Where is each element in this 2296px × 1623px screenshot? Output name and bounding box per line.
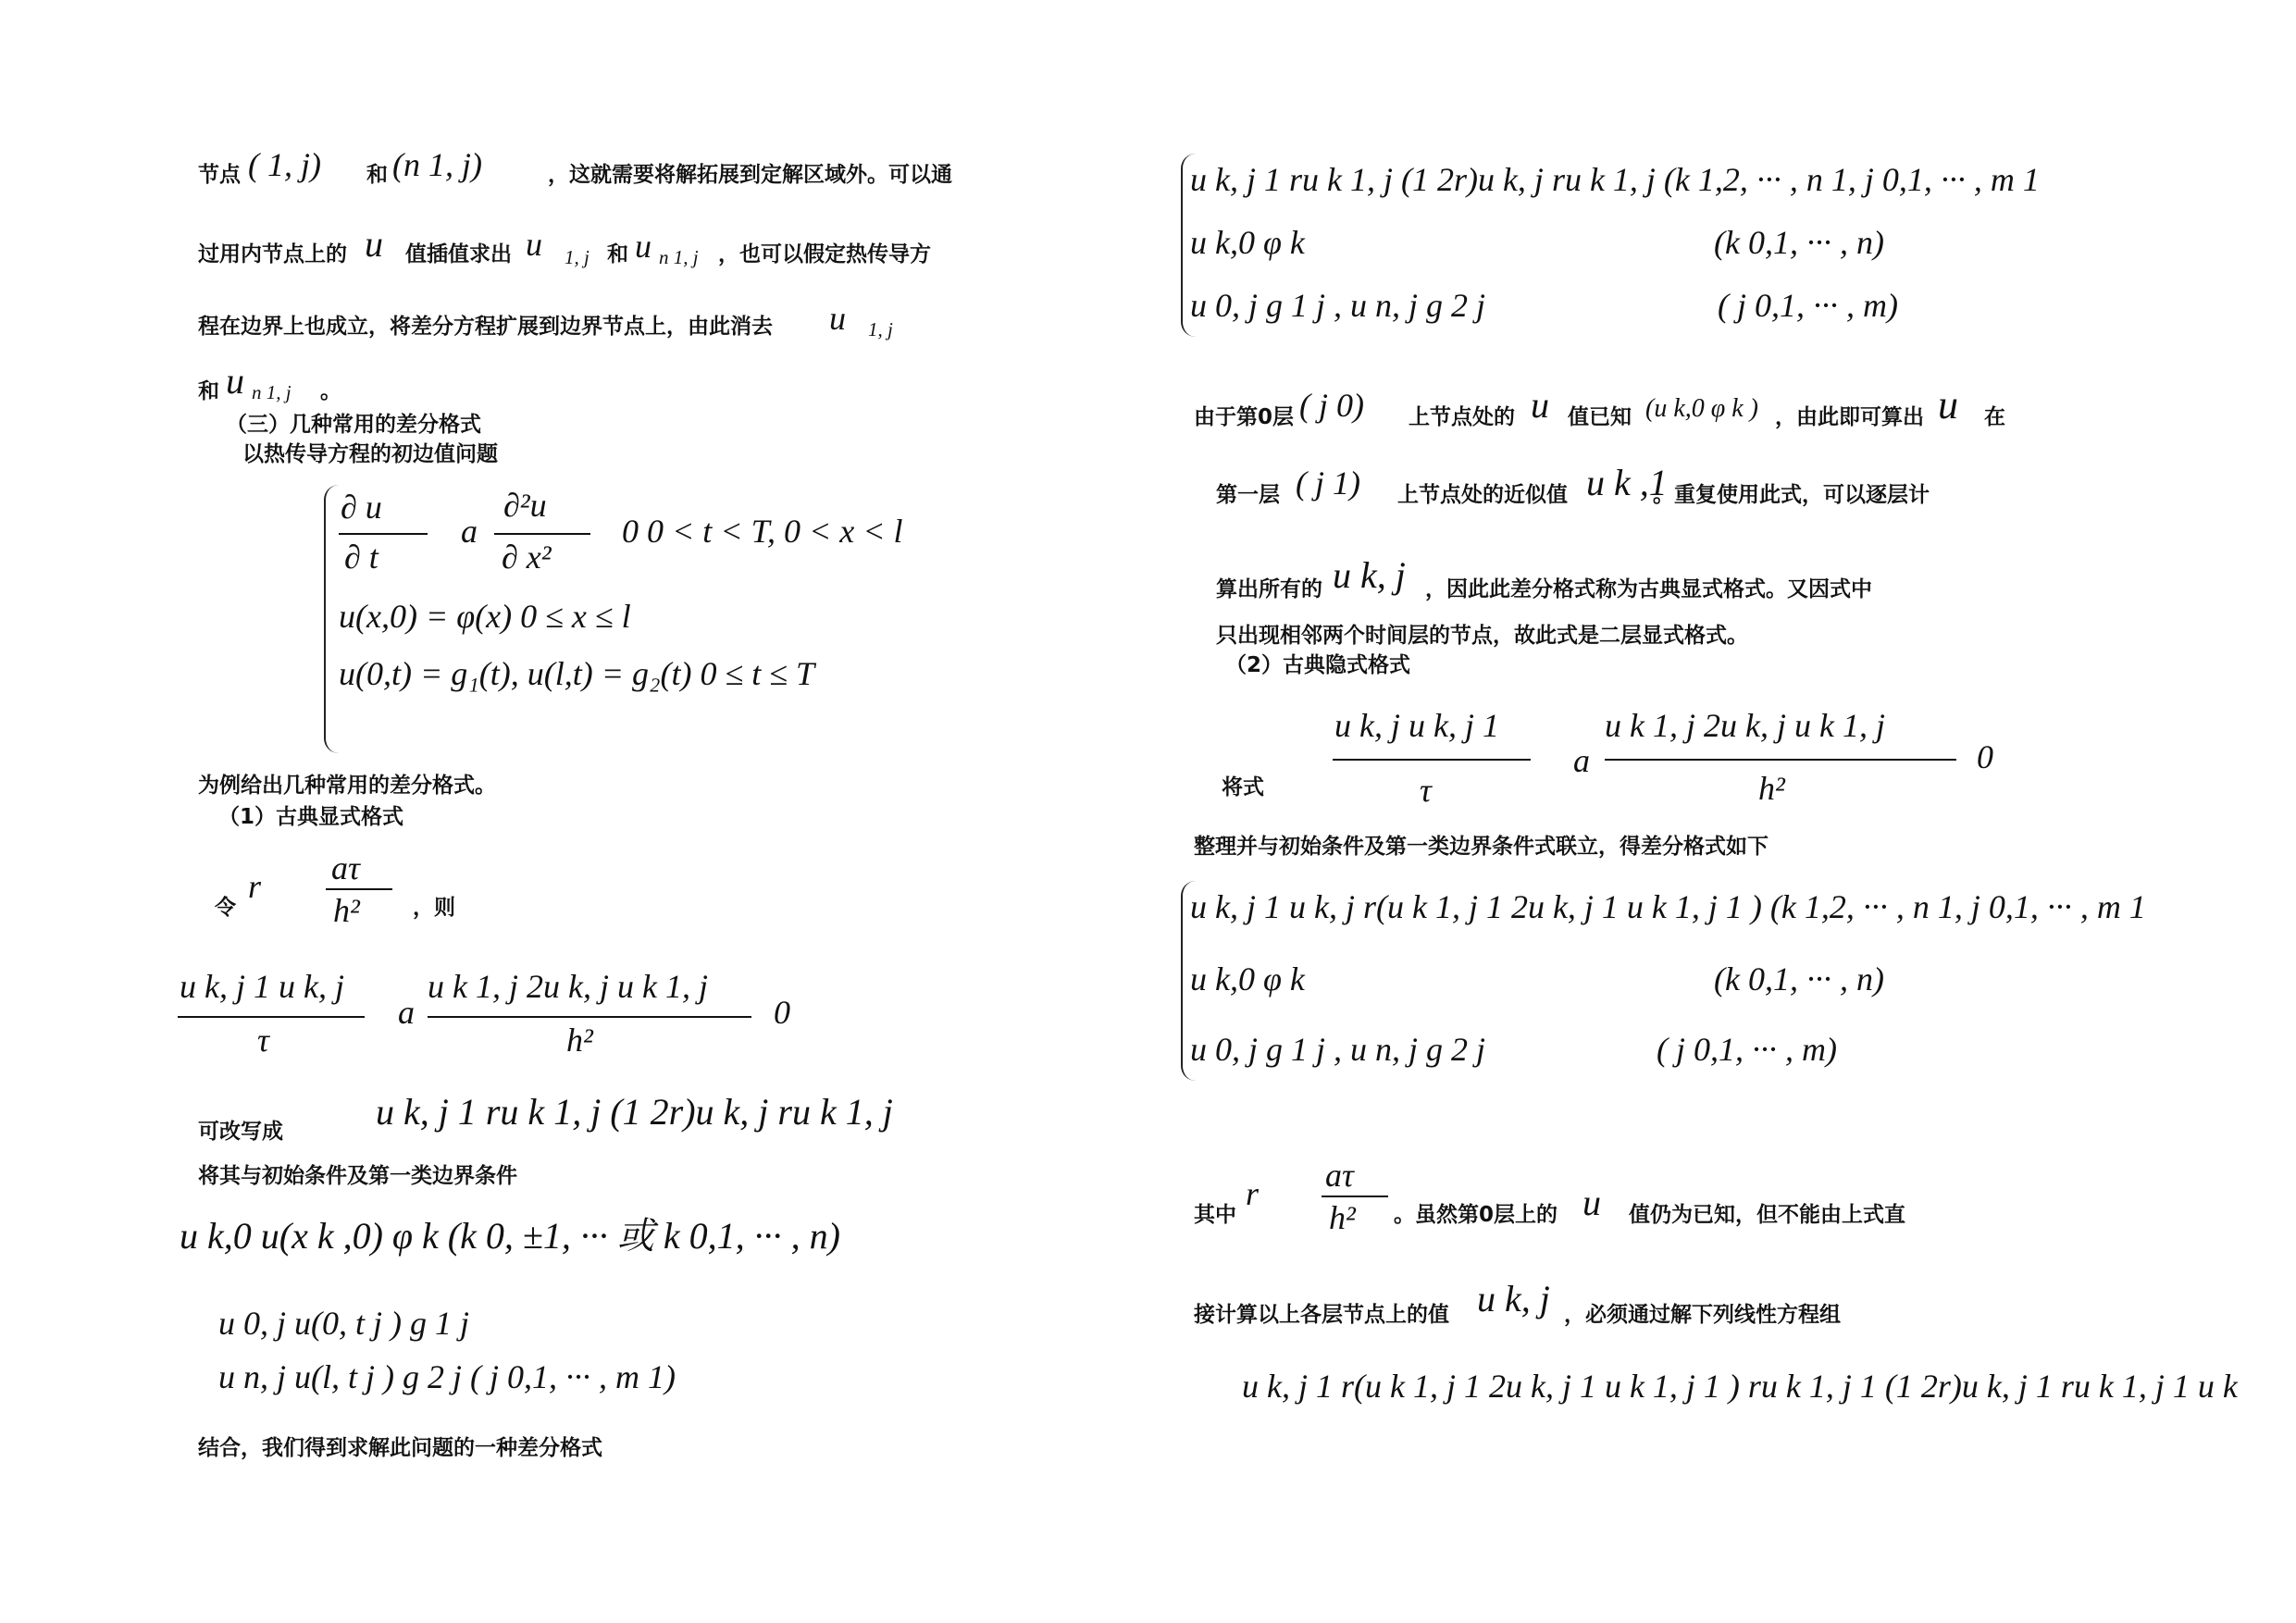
text-arrange: 整理并与初始条件及第一类边界条件式联立，得差分格式如下 [1194,835,1769,859]
implicit-eq-bar2 [1605,759,1956,761]
section-subheading: 以热传导方程的初边值问题 [242,442,498,466]
text-left-p1-l2d: ，也可以假定热传导方 [718,242,931,266]
implicit-eq-denominator2: h² [1758,770,1785,807]
text-left-p1-l3a: 程在边界上也成立，将差分方程扩展到边界节点上，由此消去 [198,315,773,339]
math-right-p2-u2: u [1938,382,1958,427]
text-left-p1-l4a: 和 [198,379,219,403]
math-right-p3-u: u [1582,1182,1601,1223]
math-rewrite-eq: u k, j 1 ru k 1, j (1 2r)u k, j ru k 1, j [376,1091,893,1133]
math-left-p1-u3: u [635,228,652,265]
text-left-p1-l4b: 。 [320,379,341,403]
math-initial-condition: u k,0 u(x k ,0) φ k (k 0, ±1, ··· 或 k 0,1, ··· , n) [180,1215,840,1257]
text-left-p1-l2c: 和 [607,242,628,266]
math-left-p1-u5: u [226,360,244,402]
pde-eq3: u(0,t) = g₁(t), u(l,t) = g₂(t) 0 ≤ t ≤ T [339,655,815,692]
math-let-numerator: aτ [331,849,360,886]
implicit-eq-numerator1: u k, j u k, j 1 [1334,707,1499,744]
text-right-p2-l3b: ，因此此差分格式称为古典显式格式。又因式中 [1425,577,1872,601]
explicit-eq-bar2 [428,1016,751,1018]
system1-line3-right: ( j 0,1, ··· , m) [1718,287,1898,324]
pde-eq2: u(x,0) = φ(x) 0 ≤ x ≤ l [339,598,631,635]
math-boundary1: u 0, j u(0, t j ) g 1 j [218,1305,469,1342]
math-right-p2-ukj: u k, j [1333,554,1406,596]
text-right-p2-l4: 只出现相邻两个时间层的节点，故此式是二层显式格式。 [1216,624,1748,648]
text-jiang: 将式 [1222,775,1264,799]
system2-line3-left: u 0, j g 1 j , u n, j g 2 j [1190,1031,1486,1068]
math-left-p1-node2: (n 1, j) [392,146,482,183]
text-right-p3-l1c: 值仍为已知，但不能由上式直 [1629,1203,1905,1227]
system1-line1: u k, j 1 ru k 1, j (1 2r)u k, j ru k 1, j (k 1,2, ··· , n 1, j 0,1, ··· , m 1 [1190,161,2040,198]
math-right-p2-layer0: ( j 0) [1299,387,1364,424]
math-left-p1-u4: u [829,300,846,337]
math-left-p1-u3-sub: n 1, j [659,246,699,268]
math-left-p1-node1: ( 1, j) [248,146,321,183]
explicit-eq-bar1 [178,1016,365,1018]
math-left-p1-u5-sub: n 1, j [252,381,292,403]
math-let-fraction-bar [326,888,392,890]
pde-system-brace [324,485,339,753]
implicit-eq-denominator1: τ [1420,772,1432,809]
text-right-p2-l1a: 由于第0层 [1194,405,1295,429]
implicit-eq-numerator2: u k 1, j 2u k, j u k 1, j [1605,707,1885,744]
system2-line2-right: (k 0,1, ··· , n) [1714,960,1884,997]
math-right-p2-known: (u k,0 φ k ) [1645,394,1758,423]
text-left-p1-l1a: 节点 [198,163,241,187]
implicit-eq-rest: 0 [1977,738,1993,775]
text-right-p2-l1e: 在 [1984,405,2005,429]
text-example: 为例给出几种常用的差分格式。 [198,774,496,798]
math-right-p3-r: r [1246,1175,1260,1212]
math-let-r: r [248,868,262,905]
math-boundary2: u n, j u(l, t j ) g 2 j ( j 0,1, ··· , m 1) [218,1358,676,1395]
math-right-p3-numerator: aτ [1325,1157,1354,1194]
subheading-explicit: （1）古典显式格式 [218,805,404,829]
text-left-p1-l2b: 值插值求出 [405,242,512,266]
implicit-eq-bar1 [1333,759,1531,761]
text-right-p3-l1a: 其中 [1194,1203,1236,1227]
text-right-p3-l2a: 接计算以上各层节点上的值 [1194,1303,1449,1327]
text-then: ，则 [413,896,455,920]
system1-line3-left: u 0, j g 1 j , u n, j g 2 j [1190,287,1486,324]
math-right-p3-ukj: u k, j [1477,1278,1550,1319]
text-left-p1-l1c: ，这就需要将解拓展到定解区域外。可以通 [548,163,952,187]
math-left-p1-u1: u [365,223,383,265]
text-right-p2-l2c: 。重复使用此式，可以逐层计 [1653,483,1930,507]
system2-line3-right: ( j 0,1, ··· , m) [1657,1031,1837,1068]
explicit-eq-rest: 0 [774,994,790,1031]
text-left-p1-l1b: 和 [366,163,388,187]
section-heading: （三）几种常用的差分格式 [226,413,481,437]
system1-line2-right: (k 0,1, ··· , n) [1714,224,1884,261]
math-left-p1-u2-sub: 1, j [565,246,590,268]
text-right-p2-l3a: 算出所有的 [1216,577,1322,601]
text-rewrite: 可改写成 [198,1120,283,1144]
math-let-denominator: h² [333,892,360,929]
text-right-p3-l2b: ，必须通过解下列线性方程组 [1564,1303,1841,1327]
text-right-p3-l1b: 。虽然第0层上的 [1394,1203,1558,1227]
text-left-p1-l2a: 过用内节点上的 [198,242,347,266]
math-right-p2-u1: u [1531,384,1549,426]
pde-eq1-numerator: ∂ u [341,489,382,526]
pde-eq1-coefficient: a [461,513,478,550]
pde-eq1-fraction-bar [339,533,428,535]
system2-line1: u k, j 1 u k, j r(u k 1, j 1 2u k, j 1 u k 1, j 1 ) (k 1,2, ··· , n 1, j 0,1, ··· , m 1 [1190,888,2146,925]
text-right-p2-l1d: ，由此即可算出 [1775,405,1924,429]
pde-eq1-denominator2: ∂ x² [502,539,552,576]
text-let: 令 [215,896,236,920]
pde-eq1-rest: 0 0 < t < T, 0 < x < l [622,513,903,550]
math-left-p1-u4-sub: 1, j [868,318,893,341]
text-right-p2-l1b: 上节点处的 [1409,405,1515,429]
explicit-eq-denominator2: h² [566,1022,593,1059]
text-right-p2-l2b: 上节点处的近似值 [1397,483,1568,507]
math-right-p2-uk1: u k ,1 [1586,462,1668,503]
implicit-eq-coef: a [1573,742,1590,779]
explicit-eq-denominator1: τ [257,1022,269,1059]
text-right-p2-l1c: 值已知 [1568,405,1632,429]
explicit-eq-numerator2: u k 1, j 2u k, j u k 1, j [428,968,708,1005]
explicit-eq-numerator1: u k, j 1 u k, j [180,968,344,1005]
subheading-implicit: （2）古典隐式格式 [1225,653,1411,677]
math-right-p2-layer1: ( j 1) [1296,465,1360,502]
pde-eq1-fraction-bar2 [494,533,590,535]
system1-line2-left: u k,0 φ k [1190,224,1305,261]
text-right-p2-l2a: 第一层 [1216,483,1280,507]
math-right-p3-denominator: h² [1329,1199,1356,1236]
text-combine: 将其与初始条件及第一类边界条件 [198,1164,517,1188]
text-conclude: 结合，我们得到求解此问题的一种差分格式 [198,1436,602,1460]
pde-eq1-denominator: ∂ t [344,539,379,576]
math-left-p1-u2: u [526,226,542,263]
system2-line2-left: u k,0 φ k [1190,960,1305,997]
math-right-p3-bar [1322,1196,1388,1197]
explicit-eq-coef: a [398,994,415,1031]
pde-eq1-numerator2: ∂²u [503,487,547,524]
math-linear-system-eq: u k, j 1 r(u k 1, j 1 2u k, j 1 u k 1, j 1 ) ru k 1, j 1 (1 2r)u k, j 1 ru k 1, j 1 u k [1242,1368,2238,1405]
